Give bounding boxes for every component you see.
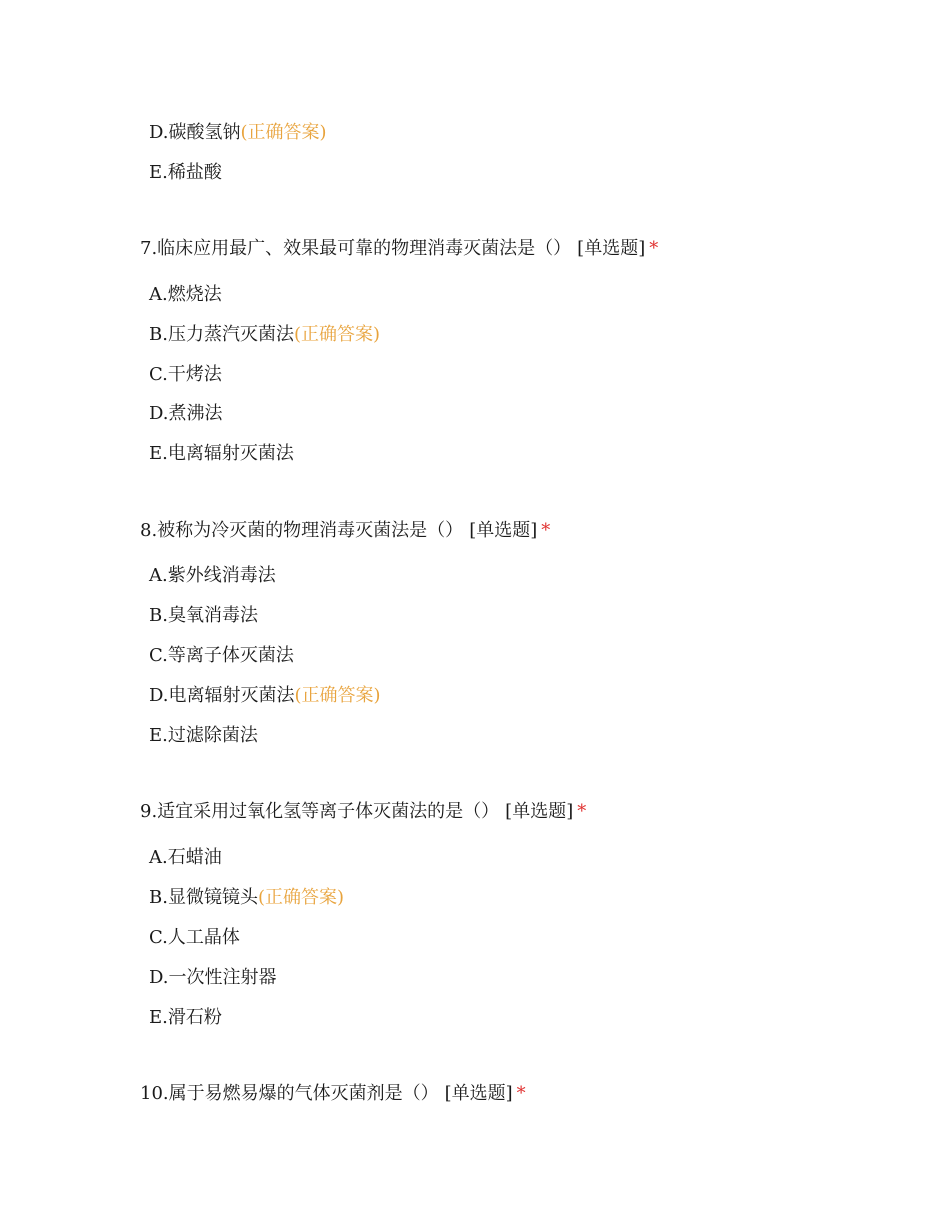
q9-option-d-label: D.一次性注射器: [149, 967, 277, 988]
q10-title-text: 10.属于易燃易爆的气体灭菌剂是（）: [140, 1083, 439, 1104]
q7-type: [单选题]: [577, 238, 646, 259]
q8-option-e[interactable]: [149, 724, 258, 748]
q8-option-d[interactable]: [149, 684, 381, 708]
correct-answer-marker: (正确答案): [257, 887, 344, 908]
q10-title: [140, 1082, 526, 1106]
q9-option-a[interactable]: [149, 846, 222, 870]
q7-option-c-label: C.干烤法: [149, 364, 222, 385]
required-mark: *: [577, 801, 587, 822]
q9-option-a-label: A.石蜡油: [149, 847, 222, 868]
q8-title-text: 8.被称为冷灭菌的物理消毒灭菌法是（）: [140, 520, 464, 541]
q8-option-a-label: A.紫外线消毒法: [149, 565, 276, 586]
correct-answer-marker: (正确答案): [293, 324, 380, 345]
q7-option-e-label: E.电离辐射灭菌法: [149, 443, 294, 464]
q6-option-d-label: D.碳酸氢钠: [149, 122, 241, 143]
q9-option-e-label: E.滑石粉: [149, 1007, 222, 1028]
q7-option-c[interactable]: [149, 363, 222, 387]
q7-option-e[interactable]: [149, 442, 294, 466]
q7-title: [140, 237, 658, 261]
q7-option-d-label: D.煮沸法: [149, 403, 223, 424]
q8-option-e-label: E.过滤除菌法: [149, 725, 258, 746]
q9-option-b-label: B.显微镜镜头: [149, 887, 258, 908]
q6-option-e-label: E.稀盐酸: [149, 162, 222, 183]
q8-type: [单选题]: [469, 520, 538, 541]
q10-type: [单选题]: [444, 1083, 513, 1104]
q9-option-c-label: C.人工晶体: [149, 927, 240, 948]
correct-answer-marker: (正确答案): [294, 685, 381, 706]
q8-option-b[interactable]: [149, 604, 258, 628]
q7-option-d[interactable]: [149, 402, 223, 426]
q7-title-text: 7.临床应用最广、效果最可靠的物理消毒灭菌法是（）: [140, 238, 572, 259]
q6-option-d[interactable]: [149, 121, 327, 145]
q9-option-e[interactable]: [149, 1006, 222, 1030]
required-mark: *: [649, 238, 659, 259]
q8-option-a[interactable]: [149, 564, 276, 588]
correct-answer-marker: (正确答案): [240, 122, 327, 143]
q9-option-d[interactable]: [149, 966, 277, 990]
q8-option-d-label: D.电离辐射灭菌法: [149, 685, 295, 706]
q8-title: [140, 519, 550, 543]
q6-option-e[interactable]: [149, 161, 222, 185]
q9-type: [单选题]: [505, 801, 574, 822]
required-mark: *: [516, 1083, 526, 1104]
q8-option-c-label: C.等离子体灭菌法: [149, 645, 294, 666]
q9-option-c[interactable]: [149, 926, 240, 950]
q8-option-b-label: B.臭氧消毒法: [149, 605, 258, 626]
q9-title-text: 9.适宜采用过氧化氢等离子体灭菌法的是（）: [140, 801, 500, 822]
q9-option-b[interactable]: [149, 886, 344, 910]
q7-option-a[interactable]: [149, 283, 222, 307]
q7-option-b-label: B.压力蒸汽灭菌法: [149, 324, 294, 345]
q8-option-c[interactable]: [149, 644, 294, 668]
q7-option-b[interactable]: [149, 323, 380, 347]
required-mark: *: [541, 520, 551, 541]
q9-title: [140, 800, 586, 824]
q7-option-a-label: A.燃烧法: [149, 284, 222, 305]
